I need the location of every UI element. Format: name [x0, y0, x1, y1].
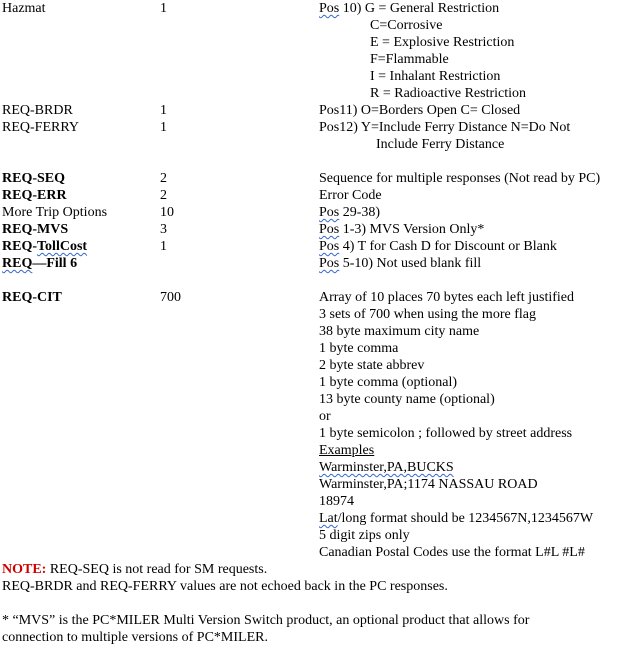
desc-text: 10) G = General Restriction	[339, 1, 500, 16]
cit-line: 1 byte comma (optional)	[319, 375, 458, 390]
field-length: 1	[160, 1, 167, 16]
field-name	[2, 238, 87, 255]
field-description: Pos12) Y=Include Ferry Distance N=Do Not	[319, 120, 571, 135]
note-label: NOTE:	[2, 562, 47, 577]
hazmat-code: I = Inhalant Restriction	[370, 69, 501, 84]
field-name-part: TollCost	[37, 239, 88, 254]
example-line	[319, 510, 593, 527]
desc-text: 5-10) Not used blank fill	[339, 256, 482, 271]
field-description-cont: Include Ferry Distance	[376, 137, 505, 152]
field-name-part: —Fill 6	[32, 256, 78, 271]
field-description	[319, 204, 380, 221]
field-name: REQ-BRDR	[2, 103, 73, 118]
note: REQ-BRDR and REQ-FERRY values are not echoed back in the PC responses.	[2, 579, 448, 594]
field-name: REQ-MVS	[2, 222, 69, 237]
field-description	[319, 255, 481, 272]
hazmat-code: E = Explosive Restriction	[370, 35, 515, 50]
field-description: Pos11) O=Borders Open C= Closed	[319, 103, 521, 118]
field-name: REQ-ERR	[2, 188, 67, 203]
field-length: 2	[160, 188, 167, 203]
footnote: connection to multiple versions of PC*MILER.	[2, 630, 268, 645]
field-description	[319, 0, 499, 17]
pos-label: Pos	[319, 222, 340, 237]
field-name-part: REQ-	[2, 239, 37, 254]
pos-label: Pos	[319, 205, 340, 220]
example-line: Warminster,PA;1174 NASSAU ROAD	[319, 477, 538, 492]
field-name	[2, 255, 77, 272]
field-description: Error Code	[319, 188, 382, 203]
example-line: Warminster,PA,BUCKS	[319, 460, 454, 475]
cit-line: 38 byte maximum city name	[319, 324, 480, 339]
text-part: Lat	[319, 511, 338, 526]
field-description	[319, 238, 557, 255]
cit-line: 3 sets of 700 when using the more flag	[319, 307, 536, 322]
example-line: Canadian Postal Codes use the format L#L #L#	[319, 545, 585, 560]
field-length: 1	[160, 120, 167, 135]
example-line: 5 digit zips only	[319, 528, 410, 543]
field-length: 10	[160, 205, 174, 220]
field-name: More Trip Options	[2, 205, 108, 220]
example-line: 18974	[319, 494, 354, 509]
field-name-part: REQ	[2, 256, 33, 271]
desc-text: 29-38)	[339, 205, 381, 220]
hazmat-code: R = Radioactive Restriction	[370, 86, 527, 101]
field-description	[319, 221, 484, 238]
desc-text: 4) T for Cash D for Discount or Blank	[339, 239, 557, 254]
field-name: REQ-FERRY	[2, 120, 80, 135]
pos-label: Pos	[319, 1, 340, 16]
text-part: /long format should be 1234567N,1234567W	[337, 511, 594, 526]
desc-text: 1-3) MVS Version Only*	[339, 222, 485, 237]
note	[2, 561, 267, 578]
cit-line: 2 byte state abbrev	[319, 358, 425, 373]
field-description: Sequence for multiple responses (Not read by PC)	[319, 171, 601, 186]
note-text: REQ-SEQ is not read for SM requests.	[46, 562, 268, 577]
field-name: Hazmat	[2, 1, 46, 16]
examples-heading: Examples	[319, 443, 375, 458]
cit-line: 1 byte semicolon ; followed by street address	[319, 426, 573, 441]
field-length: 700	[160, 290, 181, 305]
cit-line: 1 byte comma	[319, 341, 399, 356]
footnote: * “MVS” is the PC*MILER Multi Version Switch product, an optional product that allows for	[2, 613, 530, 628]
field-name: REQ-CIT	[2, 290, 62, 305]
field-name: REQ-SEQ	[2, 171, 66, 186]
hazmat-code: C=Corrosive	[370, 18, 443, 33]
pos-label: Pos	[319, 239, 340, 254]
field-length: 1	[160, 239, 167, 254]
field-description: Array of 10 places 70 bytes each left justified	[319, 290, 575, 305]
cit-line: or	[319, 409, 331, 424]
field-length: 1	[160, 103, 167, 118]
hazmat-code: F=Flammable	[370, 52, 449, 67]
field-length: 2	[160, 171, 167, 186]
cit-line: 13 byte county name (optional)	[319, 392, 495, 407]
field-length: 3	[160, 222, 167, 237]
pos-label: Pos	[319, 256, 340, 271]
